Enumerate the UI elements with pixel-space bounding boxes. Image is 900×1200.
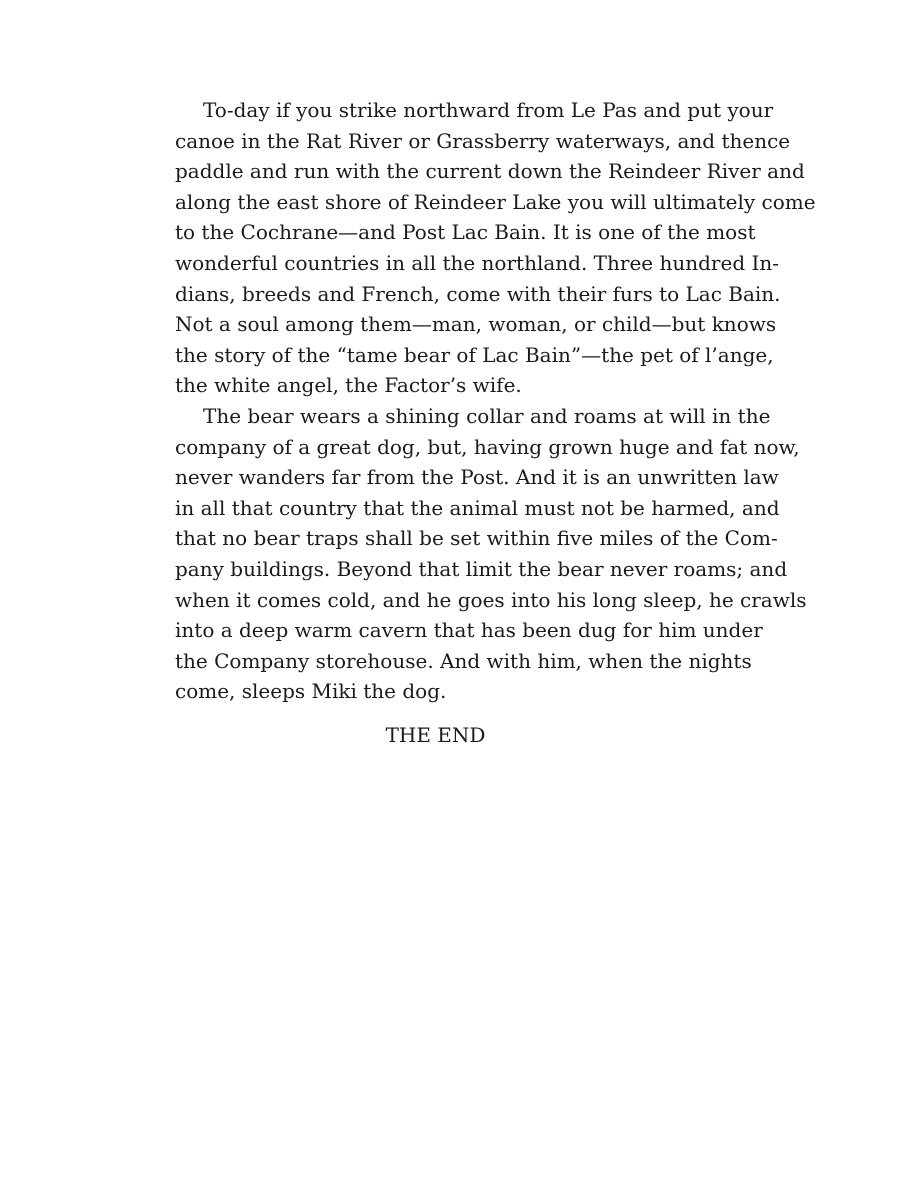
body-text [147, 95, 816, 707]
text-line: pany buildings. Beyond that limit the bear never roams; and [175, 556, 788, 581]
text-line: that no bear traps shall be set within five miles of the Com- [175, 526, 778, 551]
text-line: along the east shore of Reindeer Lake you will ultimately come [175, 189, 816, 214]
the-end-heading: THE END [385, 723, 486, 747]
text-line: the story of the “tame bear of Lac Bain”—the pet of l’ange, [175, 342, 774, 367]
text-line: to the Cochrane—and Post Lac Bain. It is one of the most [175, 220, 756, 245]
paragraph-1 [147, 95, 816, 401]
text-line: when it comes cold, and he goes into his long sleep, he crawls [175, 587, 807, 612]
text-line: never wanders far from the Post. And it is an unwritten law [175, 465, 779, 490]
text-line: The bear wears a shining collar and roams at will in the [203, 403, 771, 428]
text-line: come, sleeps Miki the dog. [175, 679, 447, 704]
text-line: wonderful countries in all the northland. Three hundred In- [175, 250, 780, 275]
text-line: into a deep warm cavern that has been dug for him under [175, 618, 763, 643]
text-line: Not a soul among them—man, woman, or child—but knows [175, 312, 777, 337]
text-line: To-day if you strike northward from Le Pas and put your [203, 98, 774, 122]
text-line: the white angel, the Factor’s wife. [175, 373, 522, 398]
text-line: the Company storehouse. And with him, when the nights [175, 648, 752, 673]
text-line: paddle and run with the current down the Reindeer River and [175, 159, 805, 184]
text-line: canoe in the Rat River or Grassberry waterways, and thence [175, 128, 791, 153]
text-line: in all that country that the animal must not be harmed, and [175, 495, 780, 520]
text-line: company of a great dog, but, having grown huge and fat now, [175, 434, 800, 459]
text-line: dians, breeds and French, come with their furs to Lac Bain. [175, 281, 781, 306]
paragraph-2 [147, 401, 807, 707]
